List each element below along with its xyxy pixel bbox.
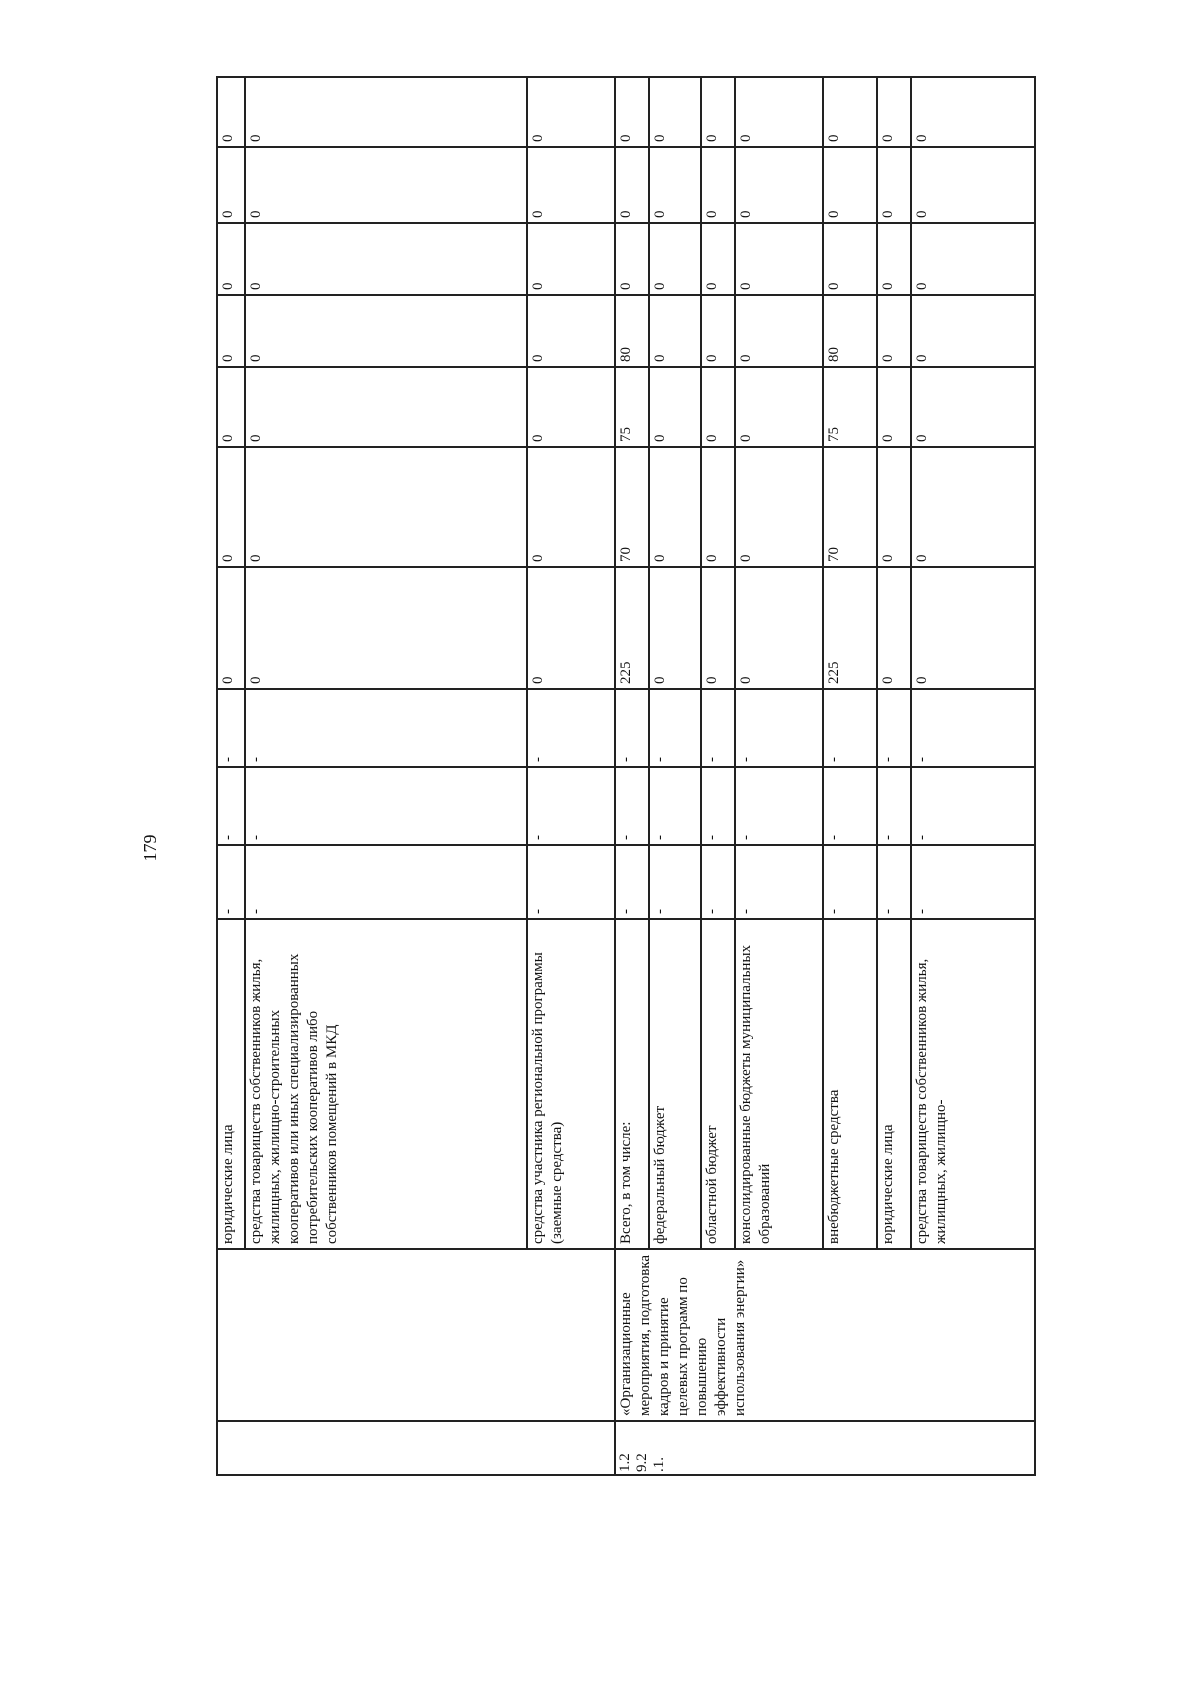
value-cell: 0 [880, 134, 896, 142]
value-cell: 0 [652, 210, 668, 218]
item-name: «Организационные мероприятия, подготовка кадров и принятие целевых программ по повышению эффективности использования энергии» [618, 1254, 748, 1416]
value-cell: 0 [618, 210, 634, 218]
period-dash-cell: - [738, 835, 754, 840]
value-cell: 0 [530, 354, 546, 362]
value-cell: 0 [704, 676, 720, 684]
page-number: 179 [140, 834, 160, 862]
value-cell: 0 [738, 554, 754, 562]
value-cell: 0 [248, 282, 264, 290]
period-dash-cell: - [248, 835, 264, 840]
column-divider [216, 446, 1036, 448]
row-label: юридические лица [880, 1124, 896, 1244]
period-dash-cell: - [738, 757, 754, 762]
period-dash-cell: - [738, 909, 754, 914]
row-label: областной бюджет [704, 1125, 720, 1244]
value-cell: 0 [914, 354, 930, 362]
value-cell: 0 [738, 676, 754, 684]
value-cell: 0 [880, 354, 896, 362]
value-cell: 0 [652, 554, 668, 562]
value-cell: 0 [248, 354, 264, 362]
item-number: 1.2 9.2 .1. [617, 1453, 667, 1472]
column-divider [216, 1420, 1036, 1422]
row-label: средства товариществ собственников жилья, жилищных, жилищно- [914, 958, 949, 1244]
period-dash-cell: - [826, 909, 842, 914]
value-cell: 0 [652, 134, 668, 142]
row-label: консолидированные бюджеты муниципальных образований [738, 944, 773, 1244]
period-dash-cell: - [248, 757, 264, 762]
value-cell: 0 [530, 554, 546, 562]
value-cell: 0 [618, 134, 634, 142]
value-cell: 0 [880, 282, 896, 290]
value-cell: 0 [248, 134, 264, 142]
value-cell: 0 [652, 354, 668, 362]
value-cell: 0 [652, 434, 668, 442]
table-border-left [216, 1474, 1036, 1476]
period-dash-cell: - [652, 757, 668, 762]
value-cell: 0 [738, 354, 754, 362]
value-cell: 0 [248, 434, 264, 442]
column-divider [216, 918, 1036, 920]
value-cell: 0 [220, 282, 236, 290]
value-cell: 0 [826, 210, 842, 218]
period-dash-cell: - [914, 757, 930, 762]
value-cell: 80 [826, 347, 842, 362]
period-dash-cell: - [220, 757, 236, 762]
value-cell: 0 [248, 676, 264, 684]
period-dash-cell: - [248, 909, 264, 914]
value-cell: 75 [618, 427, 634, 442]
value-cell: 0 [530, 210, 546, 218]
row-label: Всего, в том числе: [618, 1121, 634, 1244]
value-cell: 0 [220, 554, 236, 562]
value-cell: 0 [704, 134, 720, 142]
column-divider [216, 688, 1036, 690]
period-dash-cell: - [880, 835, 896, 840]
value-cell: 0 [704, 434, 720, 442]
value-cell: 0 [914, 134, 930, 142]
period-dash-cell: - [704, 909, 720, 914]
period-dash-cell: - [220, 909, 236, 914]
value-cell: 0 [530, 676, 546, 684]
period-dash-cell: - [704, 757, 720, 762]
period-dash-cell: - [618, 909, 634, 914]
value-cell: 0 [618, 282, 634, 290]
value-cell: 0 [826, 134, 842, 142]
value-cell: 0 [530, 282, 546, 290]
row-label: федеральный бюджет [652, 1105, 668, 1244]
period-dash-cell: - [652, 835, 668, 840]
period-dash-cell: - [826, 757, 842, 762]
column-divider [216, 146, 1036, 148]
period-dash-cell: - [652, 909, 668, 914]
value-cell: 0 [220, 434, 236, 442]
period-dash-cell: - [530, 909, 546, 914]
row-label: внебюджетные средства [826, 1089, 842, 1244]
table-border-right [216, 76, 1036, 78]
period-dash-cell: - [618, 835, 634, 840]
value-cell: 0 [914, 210, 930, 218]
value-cell: 0 [220, 676, 236, 684]
value-cell: 225 [826, 661, 842, 684]
value-cell: 0 [220, 210, 236, 218]
value-cell: 0 [220, 354, 236, 362]
budget-table [216, 76, 1036, 1476]
value-cell: 0 [704, 282, 720, 290]
period-dash-cell: - [826, 835, 842, 840]
column-divider [216, 844, 1036, 846]
period-dash-cell: - [618, 757, 634, 762]
column-divider [216, 1248, 1036, 1250]
column-divider [216, 766, 1036, 768]
value-cell: 0 [220, 134, 236, 142]
value-cell: 0 [738, 282, 754, 290]
value-cell: 0 [914, 676, 930, 684]
value-cell: 0 [738, 134, 754, 142]
value-cell: 0 [704, 210, 720, 218]
value-cell: 0 [914, 282, 930, 290]
value-cell: 0 [530, 134, 546, 142]
value-cell: 70 [618, 547, 634, 562]
period-dash-cell: - [880, 909, 896, 914]
value-cell: 0 [880, 210, 896, 218]
period-dash-cell: - [530, 835, 546, 840]
value-cell: 0 [530, 434, 546, 442]
value-cell: 0 [738, 434, 754, 442]
value-cell: 0 [914, 554, 930, 562]
value-cell: 0 [880, 434, 896, 442]
period-dash-cell: - [530, 757, 546, 762]
period-dash-cell: - [704, 835, 720, 840]
value-cell: 225 [618, 661, 634, 684]
table-border-top [216, 76, 218, 1476]
column-divider [216, 566, 1036, 568]
value-cell: 0 [880, 554, 896, 562]
value-cell: 0 [248, 554, 264, 562]
value-cell: 0 [738, 210, 754, 218]
period-dash-cell: - [914, 835, 930, 840]
value-cell: 75 [826, 427, 842, 442]
column-divider [216, 294, 1036, 296]
column-divider [216, 222, 1036, 224]
value-cell: 0 [704, 354, 720, 362]
value-cell: 0 [880, 676, 896, 684]
value-cell: 0 [652, 282, 668, 290]
row-label: средства участника региональной программы (заемные средства) [530, 952, 565, 1244]
value-cell: 0 [652, 676, 668, 684]
period-dash-cell: - [880, 757, 896, 762]
value-cell: 80 [618, 347, 634, 362]
value-cell: 0 [914, 434, 930, 442]
period-dash-cell: - [914, 909, 930, 914]
row-label: юридические лица [220, 1124, 236, 1244]
column-divider [216, 366, 1036, 368]
value-cell: 0 [248, 210, 264, 218]
value-cell: 70 [826, 547, 842, 562]
row-label: средства товариществ собственников жилья, жилищных, жилищно-строительных кооперативов или иных специализированных потребительских кооперативов либо собственников помещений в МКД [248, 953, 340, 1244]
period-dash-cell: - [220, 835, 236, 840]
value-cell: 0 [704, 554, 720, 562]
value-cell: 0 [826, 282, 842, 290]
